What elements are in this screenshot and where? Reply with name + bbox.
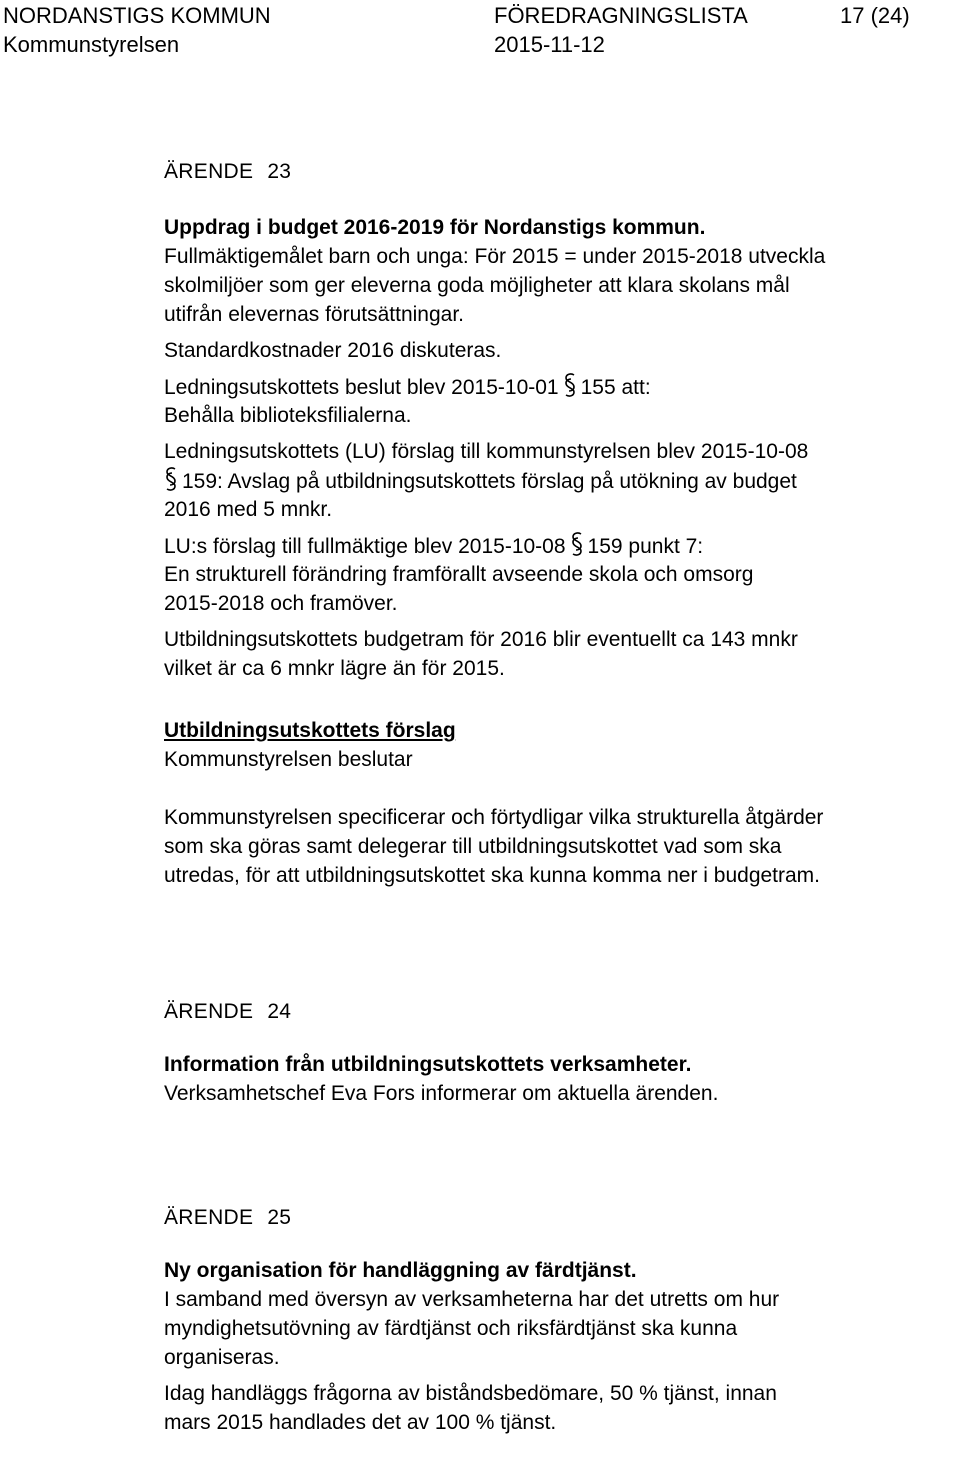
paragraph-line: utifrån elevernas förutsättningar. bbox=[164, 303, 465, 326]
case-heading-25 bbox=[164, 1203, 954, 1232]
paragraph-line: Standardkostnader 2016 diskuteras. bbox=[164, 339, 502, 362]
case-label: ÄRENDE bbox=[164, 160, 254, 183]
paragraph-line: En strukturell förändring framförallt avseende skola och omsorg bbox=[164, 563, 754, 586]
paragraph-line: Utbildningsutskottets budgetram för 2016 blir eventuellt ca 143 mnkr bbox=[164, 628, 798, 651]
paragraph-line bbox=[164, 372, 954, 401]
case-label: ÄRENDE bbox=[164, 1206, 254, 1229]
paragraph-line bbox=[164, 531, 954, 560]
proposal-subheading: Kommunstyrelsen beslutar bbox=[164, 748, 413, 771]
paragraph-line: Fullmäktigemålet barn och unga: För 2015 = under 2015-2018 utveckla bbox=[164, 245, 826, 268]
paragraph-line: mars 2015 handlades det av 100 % tjänst. bbox=[164, 1411, 557, 1434]
paragraph-line: I samband med översyn av verksamheterna har det utretts om hur bbox=[164, 1288, 780, 1311]
text-fragment: 159: Avslag på utbildningsutskottets förslag på utökning av budget bbox=[182, 470, 797, 493]
paragraph-line: Behålla biblioteksfilialerna. bbox=[164, 404, 412, 427]
paragraph-symbol-icon bbox=[164, 466, 178, 492]
paragraph-symbol-icon bbox=[570, 531, 584, 557]
case-title-23: Uppdrag i budget 2016-2019 för Nordanstigs kommun. bbox=[164, 216, 706, 239]
paragraph-line: vilket är ca 6 mnkr lägre än för 2015. bbox=[164, 657, 505, 680]
proposal-heading: Utbildningsutskottets förslag bbox=[164, 719, 456, 742]
paragraph-line: 2015-2018 och framöver. bbox=[164, 592, 398, 615]
case-heading-24 bbox=[164, 997, 954, 1026]
paragraph-line: Kommunstyrelsen specificerar och förtydligar vilka strukturella åtgärder bbox=[164, 806, 824, 829]
case-number: 25 bbox=[267, 1206, 292, 1229]
paragraph-line: Ledningsutskottets (LU) förslag till kommunstyrelsen blev 2015-10-08 bbox=[164, 440, 809, 463]
case-number: 23 bbox=[267, 160, 292, 183]
text-fragment: 155 att: bbox=[580, 376, 651, 399]
header-page-number: 17 (24) bbox=[840, 3, 910, 28]
document-body bbox=[164, 157, 954, 1437]
paragraph-line: skolmiljöer som ger eleverna goda möjligheter att klara skolans mål bbox=[164, 274, 790, 297]
case-label: ÄRENDE bbox=[164, 1000, 254, 1023]
text-fragment: Ledningsutskottets beslut blev 2015-10-01 bbox=[164, 376, 559, 399]
paragraph-line: 2016 med 5 mnkr. bbox=[164, 498, 333, 521]
paragraph-line bbox=[164, 466, 954, 495]
paragraph-line: Verksamhetschef Eva Fors informerar om aktuella ärenden. bbox=[164, 1082, 719, 1105]
text-fragment: LU:s förslag till fullmäktige blev 2015-10-08 bbox=[164, 535, 566, 558]
paragraph-line: organiseras. bbox=[164, 1346, 280, 1369]
header-municipality: NORDANSTIGS KOMMUN bbox=[3, 3, 271, 28]
paragraph-line: Idag handläggs frågorna av biståndsbedömare, 50 % tjänst, innan bbox=[164, 1382, 777, 1405]
header-body: Kommunstyrelsen bbox=[3, 32, 180, 57]
case-heading-23 bbox=[164, 157, 954, 186]
case-title-24: Information från utbildningsutskottets verksamheter. bbox=[164, 1053, 692, 1076]
header-date: 2015-11-12 bbox=[494, 32, 605, 57]
paragraph-line: utredas, för att utbildningsutskottet ska kunna komma ner i budgetram. bbox=[164, 864, 821, 887]
case-title-25: Ny organisation för handläggning av färdtjänst. bbox=[164, 1259, 637, 1282]
paragraph-line: som ska göras samt delegerar till utbildningsutskottet vad som ska bbox=[164, 835, 782, 858]
header-doc-type: FÖREDRAGNINGSLISTA bbox=[494, 3, 748, 28]
paragraph-line: myndighetsutövning av färdtjänst och riksfärdtjänst ska kunna bbox=[164, 1317, 738, 1340]
text-fragment: 159 punkt 7: bbox=[587, 535, 704, 558]
case-number: 24 bbox=[267, 1000, 292, 1023]
paragraph-symbol-icon bbox=[563, 372, 577, 398]
